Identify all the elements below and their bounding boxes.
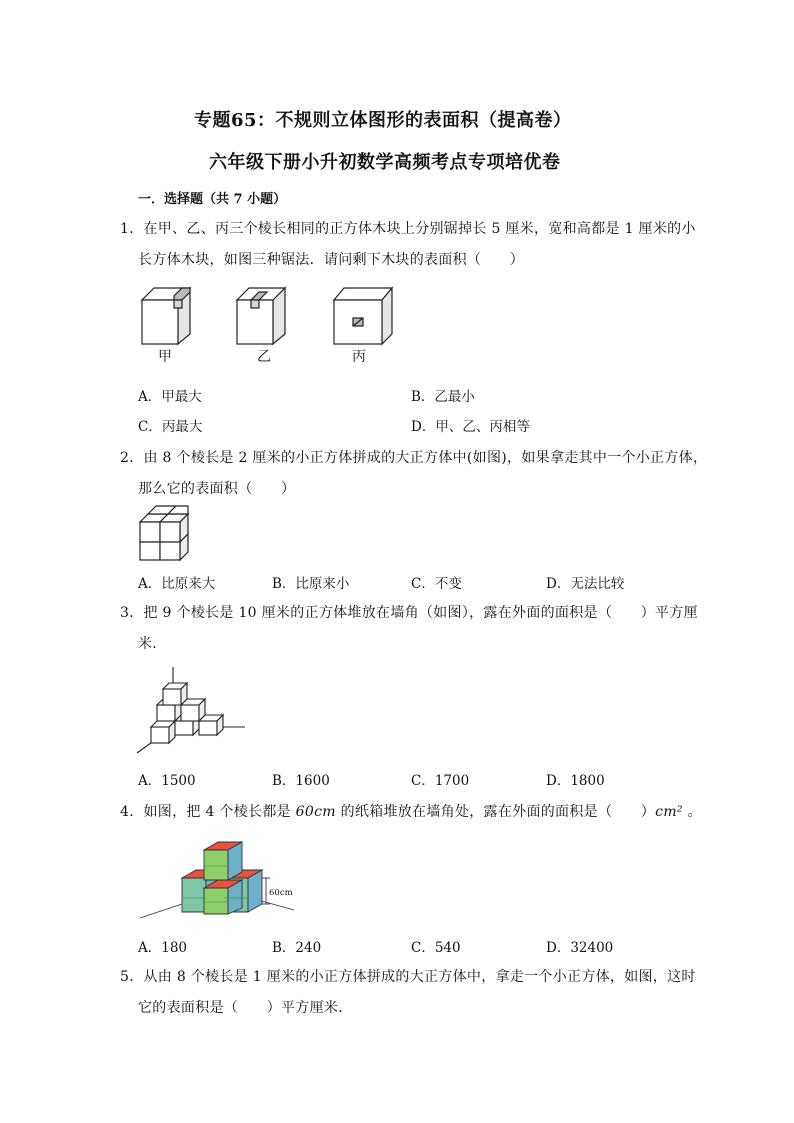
- cube-yi-diagram: [237, 288, 285, 344]
- q1-text-line2: 长方体木块，如图三种锯法．请问剩下木块的表面积（ ）: [138, 252, 525, 268]
- q2-figure: [138, 506, 198, 562]
- q3-figure: [135, 665, 255, 757]
- q1-label-bing: 丙: [352, 349, 367, 365]
- q2-option-b[interactable]: B．比原来小: [272, 576, 350, 592]
- q1-option-b[interactable]: B．乙最小: [411, 389, 475, 405]
- q4-option-d[interactable]: D．32400: [546, 940, 614, 956]
- page-title: 专题65：不规则立体图形的表面积（提高卷）: [194, 110, 572, 131]
- q4-option-a[interactable]: A．180: [138, 940, 188, 956]
- q1-option-a[interactable]: A．甲最大: [138, 389, 202, 405]
- q4-edge-length: 60cm: [295, 804, 336, 820]
- q4-option-c[interactable]: C．540: [411, 940, 461, 956]
- q4-text: 4．如图，把 4 个棱长都是 60cm 的纸箱堆放在墙角处，露在外面的面积是（ ）cm² 。: [120, 804, 702, 820]
- q1-option-c[interactable]: C．丙最大: [138, 419, 203, 435]
- q5-text-line1: 5．从由 8 个棱长是 1 厘米的小正方体拼成的大正方体中，拿走一个小正方体，如图，这时: [120, 969, 696, 985]
- q4-figure: [140, 838, 300, 920]
- cube-jia-diagram: [142, 288, 190, 344]
- q2-option-d[interactable]: D．无法比较: [546, 576, 625, 592]
- q4-option-b[interactable]: B．240: [272, 940, 322, 956]
- q3-text-line1: 3．把 9 个棱长是 10 厘米的正方体堆放在墙角（如图），露在外面的面积是（ ）平方厘: [120, 605, 698, 621]
- q3-option-c[interactable]: C．1700: [411, 773, 470, 789]
- q1-text-line1: 1．在甲、乙、丙三个棱长相同的正方体木块上分别锯掉长 5 厘米，宽和高都是 1 厘米的小: [120, 221, 696, 237]
- q2-text-line1: 2．由 8 个棱长是 2 厘米的小正方体拼成的大正方体中(如图)，如果拿走其中一个小正方体，: [120, 450, 708, 466]
- page-subtitle: 六年级下册小升初数学高频考点专项培优卷: [209, 152, 561, 173]
- q1-label-yi: 乙: [257, 349, 272, 365]
- q2-text-line2: 那么它的表面积（ ）: [138, 481, 296, 497]
- q3-option-d[interactable]: D．1800: [546, 773, 605, 789]
- q1-option-d[interactable]: D．甲、乙、丙相等: [411, 419, 530, 435]
- q4-dimension-label: 60cm: [269, 888, 293, 898]
- q4-unit: cm²: [655, 804, 683, 820]
- section-heading: 一．选择题（共 7 小题）: [138, 192, 287, 207]
- q3-option-b[interactable]: B．1600: [272, 773, 330, 789]
- cube-bing-diagram: [334, 288, 392, 344]
- q1-label-jia: 甲: [158, 349, 173, 365]
- q3-text-line2: 米．: [138, 636, 167, 652]
- q2-option-c[interactable]: C．不变: [411, 576, 462, 592]
- q2-option-a[interactable]: A．比原来大: [138, 576, 216, 592]
- q3-option-a[interactable]: A．1500: [138, 773, 196, 789]
- q5-text-line2: 它的表面积是（ ）平方厘米．: [138, 1000, 353, 1016]
